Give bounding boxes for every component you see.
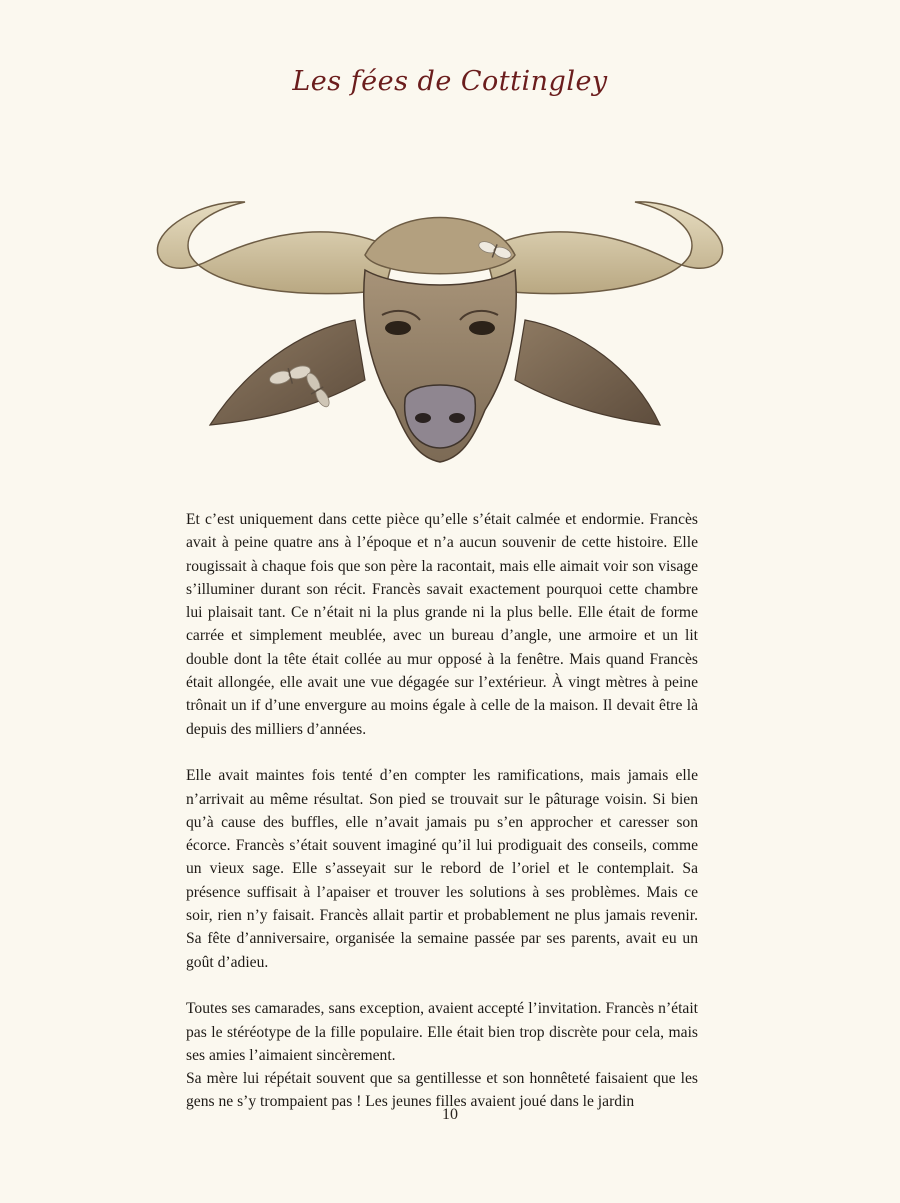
body-text bbox=[186, 508, 698, 1114]
right-horn bbox=[485, 202, 723, 294]
right-nostril bbox=[449, 413, 465, 423]
left-horn bbox=[157, 202, 395, 294]
right-ear bbox=[515, 320, 660, 425]
page-title: Les fées de Cottingley bbox=[292, 66, 608, 97]
paragraph-4: Sa mère lui répétait souvent que sa gentillesse et son honnêteté faisaient que les gens ne s’y trompaient pas ! Les jeunes filles avaient joué dans le jardin bbox=[186, 1070, 698, 1111]
left-eye bbox=[385, 321, 411, 335]
paragraph-1: Et c’est uniquement dans cette pièce qu’elle s’était calmée et endormie. Francès avait à peine quatre ans à l’époque et n’a aucun souvenir de cette histoire. Elle rougissait à chaque fois que son père la racontait, mais elle aimait voir son visage s’illuminer durant son récit. Francès savait exactement pourquoi cette chambre lui plaisait tant. Ce n’était ni la plus grande ni la plus belle. Elle était de forme carrée et simplement meublée, avec un bureau d’angle, une armoire et un lit double dont la tête était collée au mur opposé à la fenêtre. Mais quand Francès était allongée, elle avait une vue dégagée sur l’extérieur. À vingt mètres à peine trônait un if d’une envergure au moins égale à celle de la maison. Il devait être là depuis des milliers d’années. bbox=[186, 511, 698, 738]
buffalo-illustration bbox=[150, 180, 730, 470]
left-nostril bbox=[415, 413, 431, 423]
paragraph-3: Toutes ses camarades, sans exception, avaient accepté l’invitation. Francès n’était pas le stéréotype de la fille populaire. Elle était bien trop discrète pour cela, mais ses amies l’aimaient sincèrement. bbox=[186, 1000, 698, 1064]
paragraph-2: Elle avait maintes fois tenté d’en compter les ramifications, mais jamais elle n’arrivait au même résultat. Son pied se trouvait sur le pâturage voisin. Si bien qu’à cause des buffles, elle n’avait jamais pu s’en approcher et caresser son écorce. Francès s’était souvent imaginé qu’il lui prodiguait des conseils, comme un vieux sage. Elle s’asseyait sur le rebord de l’oriel et le contemplait. Sa présence suffisait à l’apaiser et trouver les solutions à ses problèmes. Mais ce soir, rien n’y faisait. Francès allait partir et probablement ne plus jamais revenir. Sa fête d’anniversaire, organisée la semaine passée par ses parents, avait eu un goût d’adieu. bbox=[186, 767, 698, 971]
right-eye bbox=[469, 321, 495, 335]
page-number: 10 bbox=[442, 1106, 458, 1123]
